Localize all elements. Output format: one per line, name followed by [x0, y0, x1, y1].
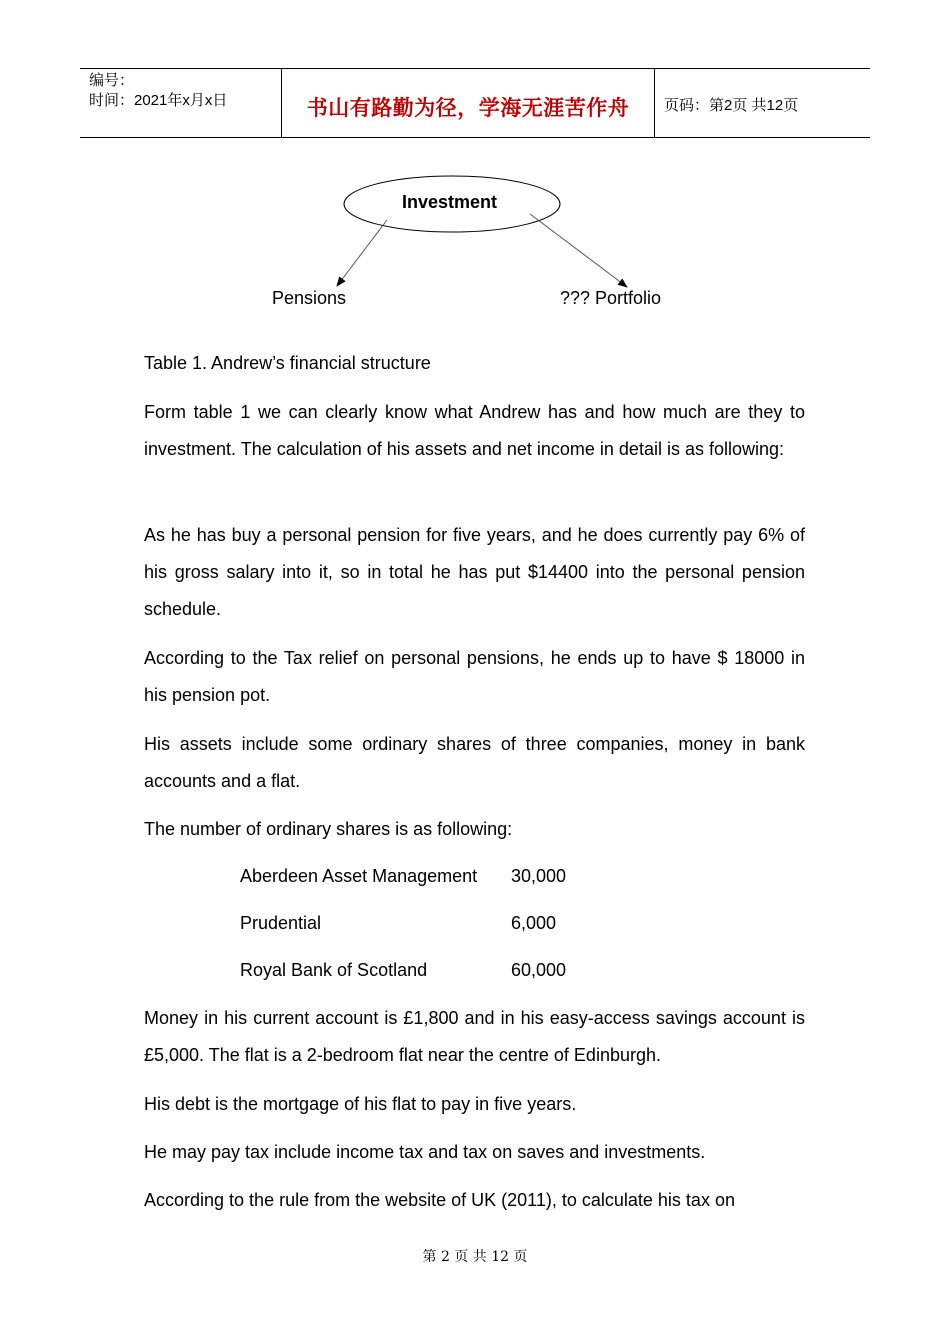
page-header: [80, 68, 870, 138]
right-arrow: [530, 214, 627, 287]
share-value-3: 60,000: [511, 960, 567, 980]
share-name-2: Prudential: [240, 913, 322, 933]
header-page-info: 页码：第2页 共12页: [664, 97, 799, 114]
paragraph-9: According to the rule from the website of UK (2011), to calculate his tax on: [144, 1190, 735, 1210]
header-motto: 书山有路勤为径，学海无涯苦作舟: [306, 96, 630, 120]
paragraph-7: His debt is the mortgage of his flat to pay in five years.: [144, 1094, 577, 1114]
header-motto-cell: [282, 69, 655, 137]
diagram-root-label: Investment: [402, 192, 498, 212]
serial-label: 编号：: [89, 72, 135, 89]
table-caption: Table 1. Andrew’s financial structure: [144, 353, 431, 373]
paragraph-5: The number of ordinary shares is as following:: [144, 819, 513, 839]
share-name-3: Royal Bank of Scotland: [240, 960, 428, 980]
diagram-right-label: ??? Portfolio: [560, 288, 662, 308]
time-label: 时间：2021年x月x日: [89, 92, 228, 109]
paragraph-1: Form table 1 we can clearly know what Andrew has and how much are they to investment. The calculation of his assets and net income in detail is as following:: [144, 402, 805, 459]
left-arrow: [337, 220, 387, 286]
paragraph-4: His assets include some ordinary shares of three companies, money in bank accounts and a flat.: [144, 734, 805, 791]
paragraph-8: He may pay tax include income tax and tax on saves and investments.: [144, 1142, 706, 1162]
share-value-2: 6,000: [511, 913, 557, 933]
share-value-1: 30,000: [511, 866, 567, 886]
page-footer: 第 2 页 共 12 页: [422, 1249, 528, 1265]
paragraph-6: Money in his current account is £1,800 and in his easy-access savings account is £5,000. The flat is a 2-bedroom flat near the centre of Edinburgh.: [144, 1008, 805, 1065]
paragraph-3: According to the Tax relief on personal pensions, he ends up to have $ 18000 in his pension pot.: [144, 648, 805, 705]
diagram-left-label: Pensions: [272, 288, 347, 308]
header-meta: [80, 69, 282, 137]
paragraph-2: As he has buy a personal pension for five years, and he does currently pay 6% of his gross salary into it, so in total he has put $14400 into the personal pension schedule.: [144, 525, 805, 619]
share-name-1: Aberdeen Asset Management: [240, 866, 478, 886]
